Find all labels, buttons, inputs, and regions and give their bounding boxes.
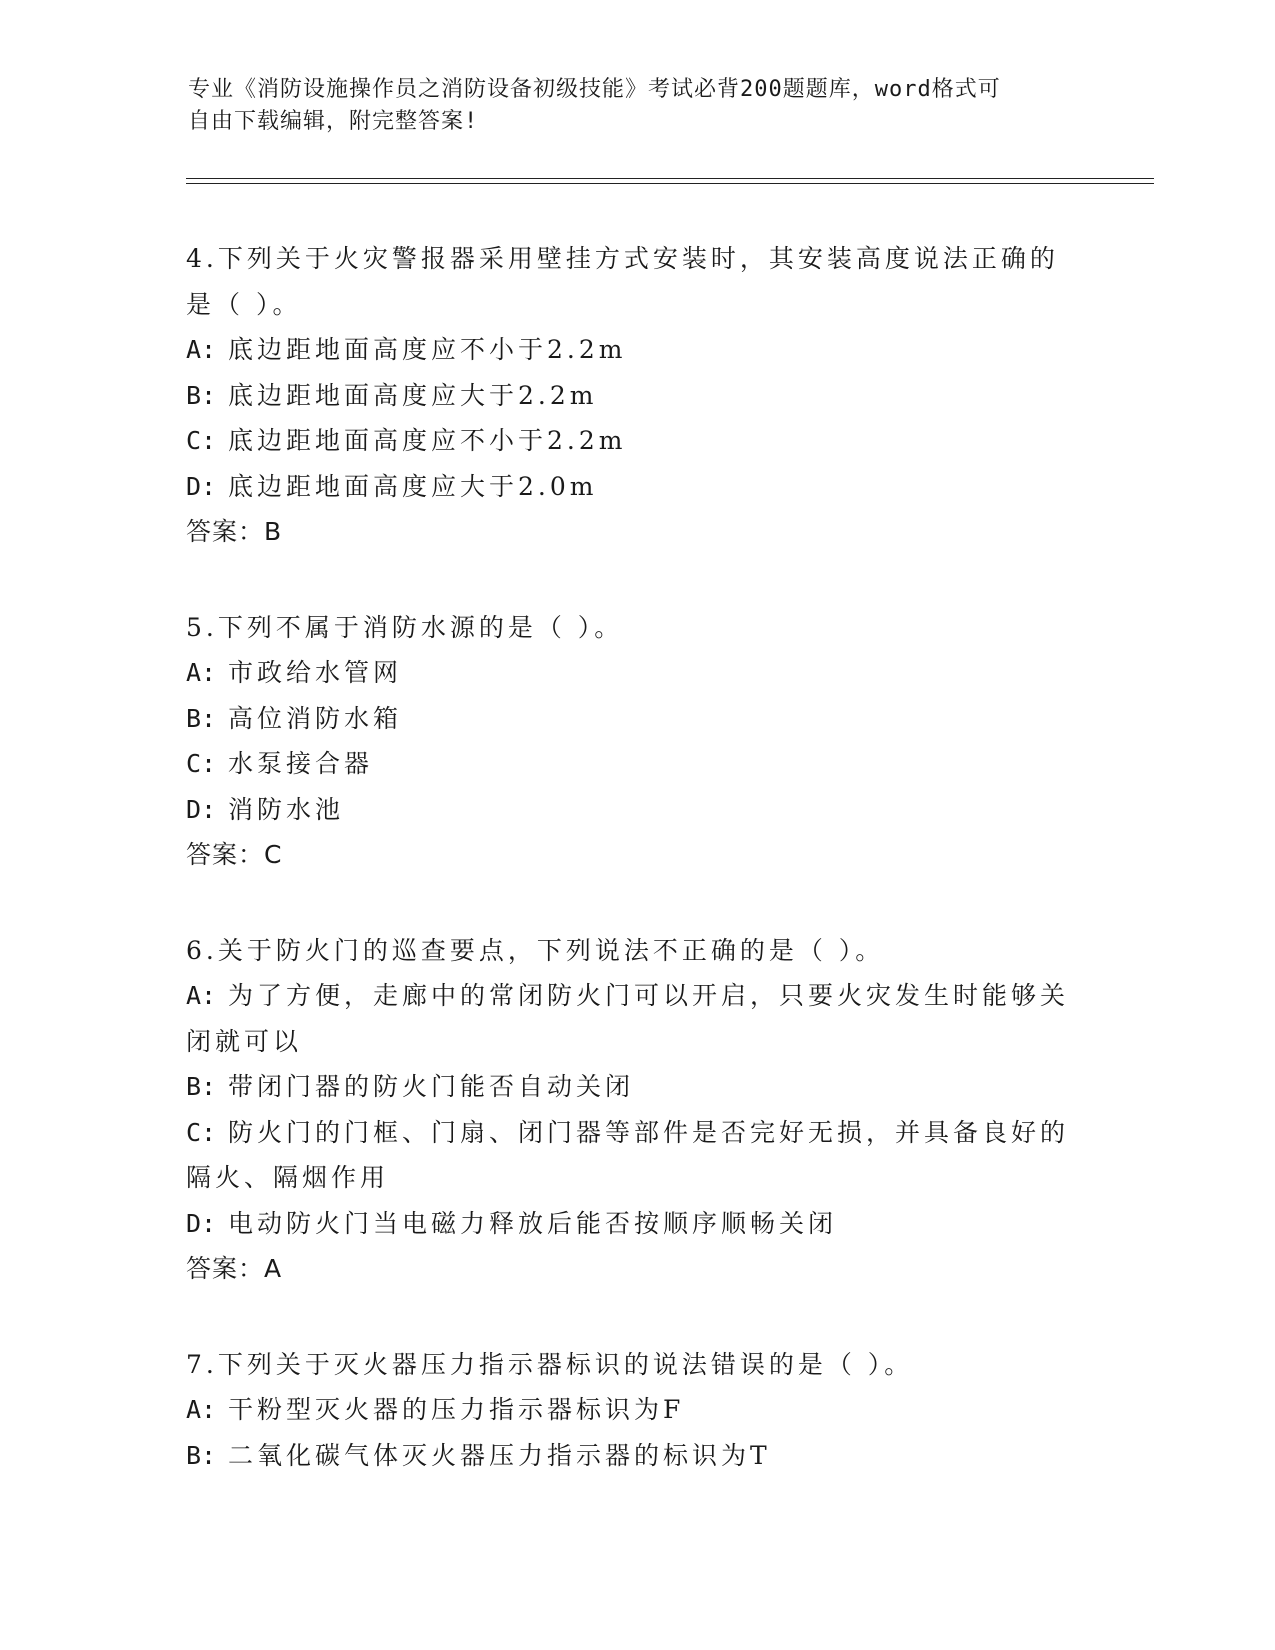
question-stem-line: 是（ ）。 bbox=[186, 289, 302, 319]
option-line bbox=[186, 650, 1086, 696]
option-text: 隔火、隔烟作用 bbox=[186, 1163, 390, 1192]
option-line bbox=[186, 696, 1086, 742]
header-divider-top bbox=[186, 178, 1154, 179]
option-line bbox=[186, 1064, 1086, 1110]
option-letter: A: bbox=[186, 981, 217, 1010]
question-block bbox=[186, 928, 1086, 1292]
question-stem-line: 5.下列不属于消防水源的是（ ）。 bbox=[186, 612, 624, 642]
option-line bbox=[186, 418, 1086, 464]
answer-line: 答案：A bbox=[186, 1254, 283, 1283]
option-text: 闭就可以 bbox=[186, 1026, 303, 1056]
option-letter: D: bbox=[186, 1208, 217, 1238]
option-text: 带闭门器的防火门能否自动关闭 bbox=[228, 1072, 635, 1101]
question-stem-line: 4.下列关于火灾警报器采用壁挂方式安装时，其安装高度说法正确的 bbox=[186, 244, 1059, 273]
question-list bbox=[186, 236, 1086, 1528]
option-letter: A: bbox=[186, 658, 217, 687]
question-block bbox=[186, 605, 1086, 878]
option-line bbox=[186, 787, 1086, 833]
option-text: 消防水池 bbox=[228, 794, 345, 824]
option-letter: C: bbox=[186, 426, 217, 455]
option-text: 底边距地面高度应不小于2.2m bbox=[228, 335, 627, 364]
option-letter: B: bbox=[186, 1440, 217, 1470]
option-line bbox=[186, 373, 1086, 419]
option-line bbox=[186, 973, 1086, 1019]
header-line-1: 专业《消防设施操作员之消防设备初级技能》考试必背200题题库，word格式可 bbox=[188, 77, 1001, 102]
answer-line: 答案：B bbox=[186, 517, 283, 546]
option-line bbox=[186, 1155, 1086, 1201]
option-letter: B: bbox=[186, 380, 217, 410]
header-line-2: 自由下载编辑，附完整答案! bbox=[188, 109, 479, 134]
option-text: 水泵接合器 bbox=[228, 749, 374, 778]
option-line bbox=[186, 464, 1086, 510]
option-letter: C: bbox=[186, 749, 217, 778]
question-block bbox=[186, 1342, 1086, 1479]
option-letter: D: bbox=[186, 471, 217, 501]
question-stem-line: 6.关于防火门的巡查要点，下列说法不正确的是（ ）。 bbox=[186, 935, 885, 965]
option-line bbox=[186, 1387, 1086, 1433]
option-text: 防火门的门框、门扇、闭门器等部件是否完好无损，并具备良好的 bbox=[228, 1117, 1070, 1147]
option-text: 底边距地面高度应大于2.0m bbox=[228, 471, 598, 501]
option-text: 干粉型灭火器的压力指示器标识为F bbox=[228, 1395, 685, 1424]
option-letter: D: bbox=[186, 794, 217, 824]
option-letter: B: bbox=[186, 1072, 217, 1101]
option-text: 市政给水管网 bbox=[228, 658, 403, 687]
option-text: 为了方便，走廊中的常闭防火门可以开启，只要火灾发生时能够关 bbox=[228, 981, 1070, 1010]
option-line bbox=[186, 327, 1086, 373]
document-header bbox=[188, 74, 1088, 138]
option-text: 高位消防水箱 bbox=[228, 703, 403, 733]
option-line bbox=[186, 1201, 1086, 1247]
answer-line: 答案：C bbox=[186, 840, 283, 869]
option-letter: B: bbox=[186, 703, 217, 733]
option-letter: A: bbox=[186, 1395, 217, 1424]
option-line bbox=[186, 741, 1086, 787]
option-text: 底边距地面高度应不小于2.2m bbox=[228, 426, 627, 455]
option-letter: C: bbox=[186, 1117, 217, 1147]
option-letter: A: bbox=[186, 335, 217, 364]
header-divider-bottom bbox=[186, 183, 1154, 184]
question-stem-line: 7.下列关于灭火器压力指示器标识的说法错误的是（ ）。 bbox=[186, 1349, 914, 1379]
option-text: 底边距地面高度应大于2.2m bbox=[228, 380, 598, 410]
option-line bbox=[186, 1019, 1086, 1065]
option-line bbox=[186, 1110, 1086, 1156]
option-text: 二氧化碳气体灭火器压力指示器的标识为T bbox=[228, 1440, 771, 1470]
option-line bbox=[186, 1433, 1086, 1479]
option-text: 电动防火门当电磁力释放后能否按顺序顺畅关闭 bbox=[228, 1208, 838, 1238]
question-block bbox=[186, 236, 1086, 555]
